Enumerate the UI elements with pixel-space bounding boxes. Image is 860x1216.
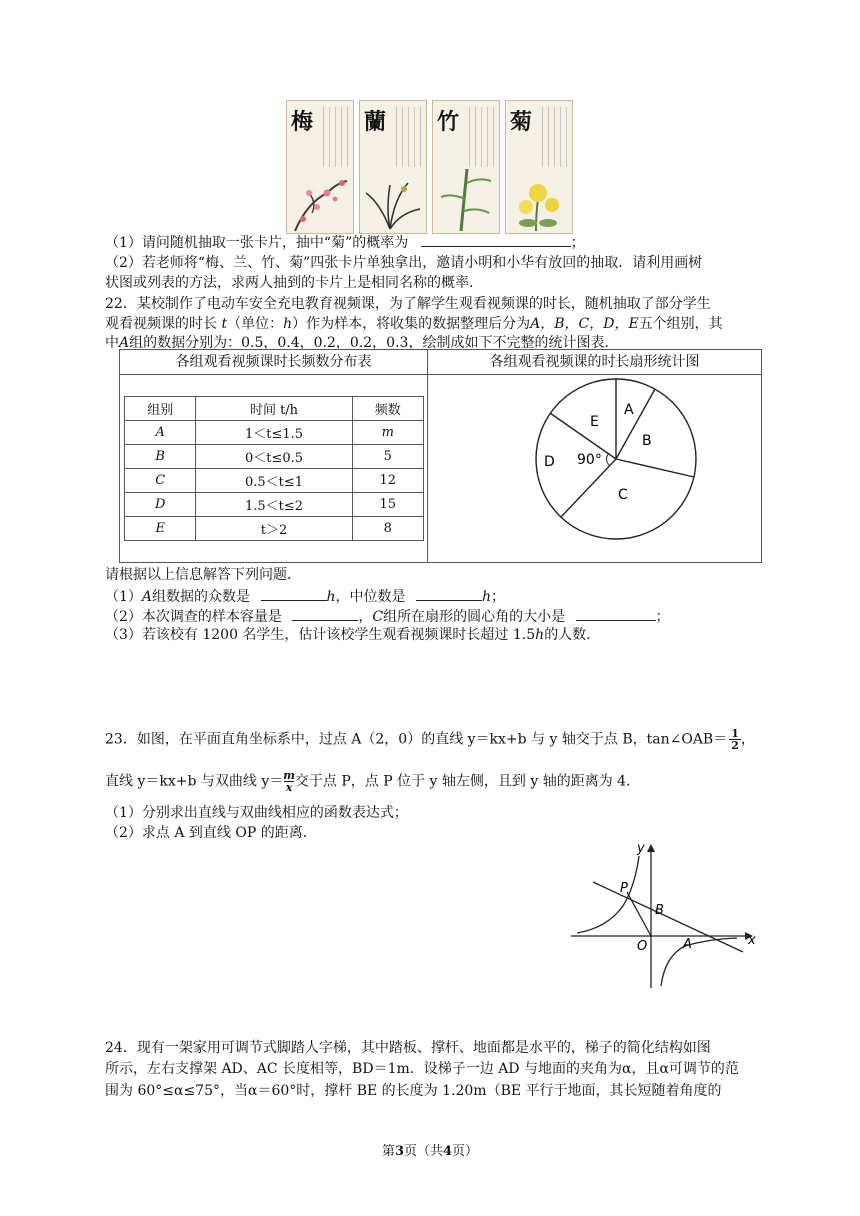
- answer-blank[interactable]: [416, 586, 482, 601]
- q23-line2: [105, 770, 640, 793]
- cell-frequency: 5: [352, 445, 423, 469]
- q23-line2-a: 直线 y＝kx+b 与双曲线 y＝: [105, 773, 284, 790]
- q21-part1: [105, 232, 585, 252]
- q22-sub2: [105, 606, 670, 626]
- q22-instruction: 请根据以上信息解答下列问题．: [105, 567, 301, 583]
- cell-group: C: [125, 469, 196, 493]
- pie-label-b: B: [642, 433, 652, 449]
- header-time: 时间 t/h: [196, 397, 352, 421]
- cell-frequency: 12: [352, 469, 423, 493]
- answer-blank[interactable]: [261, 586, 327, 601]
- q22-line1: 22．某校制作了电动车安全充电教育视频课，为了解学生观看视频课的时长，随机抽取了部分学生: [105, 296, 711, 312]
- footer-total-pages: 4: [443, 1144, 453, 1159]
- q22-sub1-unit2: h: [481, 589, 492, 605]
- cell-group: D: [125, 493, 196, 517]
- card-char: 竹: [437, 109, 460, 135]
- answer-blank[interactable]: [576, 606, 656, 621]
- q22-sub1-a: （1）: [105, 589, 142, 605]
- q22-sub2-var: C: [372, 609, 384, 625]
- table-header-row: [125, 397, 424, 421]
- card-char: 蘭: [364, 109, 387, 135]
- plum-blossom-illustration: [287, 163, 353, 233]
- point-a-label: A: [683, 937, 692, 952]
- q21-part1-text: （1）请问随机抽取一张卡片，抽中“菊”的概率为: [105, 235, 409, 251]
- table-row: [125, 469, 424, 493]
- q24-line2: 所示，左右支撑架 AD、AC 长度相等，BD＝1m．设梯子一边 AD 与地面的夹角为α，且α可调节的范: [105, 1061, 739, 1077]
- cell-time: 1＜t≤1.5: [196, 421, 352, 445]
- q21-part1-end: ；: [570, 235, 585, 251]
- x-axis-label: x: [748, 933, 756, 948]
- q22-sub3: [105, 626, 600, 644]
- q22-sub1: [105, 586, 505, 606]
- q22-line2-d: 五个组别，其: [638, 316, 723, 332]
- cell-time: 0.5＜t≤1: [196, 469, 352, 493]
- card-bamboo: [432, 100, 500, 234]
- q23-line1-end: ，: [740, 731, 755, 748]
- pie-label-d: D: [544, 454, 555, 470]
- cell-time: 0＜t≤0.5: [196, 445, 352, 469]
- q22-sub2-c: 组所在扇形的圆心角的大小是: [383, 609, 566, 625]
- cell-group: A: [125, 421, 196, 445]
- orchid-illustration: [360, 163, 426, 233]
- flower-cards-image: [286, 100, 573, 234]
- card-chrysanthemum: [505, 100, 573, 234]
- cell-group: E: [125, 517, 196, 541]
- pie-divider: [616, 459, 694, 477]
- angle-arc: [607, 453, 610, 465]
- header-group: 组别: [125, 397, 196, 421]
- fraction-denominator: 2: [731, 739, 739, 752]
- cell-time: t＞2: [196, 517, 352, 541]
- frequency-table-panel: [120, 350, 428, 562]
- pie-label-c: C: [618, 487, 628, 503]
- hyperbola-branch-lower: [661, 938, 737, 986]
- q22-line2-b: （单位：: [227, 316, 284, 332]
- card-orchid: [359, 100, 427, 234]
- q22-sub1-b: 组数据的众数是: [152, 589, 251, 605]
- table-row: [125, 493, 424, 517]
- pie-chart-panel: [428, 350, 761, 562]
- pie-chart: [428, 374, 761, 562]
- cell-frequency: m: [352, 421, 423, 445]
- card-poem-text: [542, 107, 568, 167]
- q22-line2-c: ）作为样本，将收集的数据整理后分为: [292, 316, 531, 332]
- q22-line2: [105, 315, 723, 333]
- coordinate-graph: [567, 838, 763, 990]
- segment-op: [627, 892, 651, 936]
- chrysanthemum-illustration: [506, 163, 572, 233]
- footer-prefix: 第: [381, 1144, 395, 1159]
- frequency-table-title: 各组观看视频课时长频数分布表: [120, 350, 427, 375]
- footer-middle: 页（共: [403, 1144, 443, 1159]
- card-poem-text: [396, 107, 422, 167]
- bamboo-illustration: [433, 163, 499, 233]
- card-poem-text: [323, 107, 349, 167]
- q22-line3-a: 中: [105, 335, 119, 351]
- hyperbola-branch-upper: [577, 856, 639, 933]
- q22-sub3-b: 的人数．: [544, 627, 601, 643]
- pie-label-a: A: [624, 402, 634, 418]
- card-poem-text: [469, 107, 495, 167]
- fraction-numerator: 1: [731, 727, 739, 740]
- q24-line1: 24．现有一架家用可调节式脚踏人字梯，其中踏板、撑杆、地面都是水平的，梯子的简化结构如图: [105, 1040, 711, 1056]
- answer-blank[interactable]: [292, 606, 358, 621]
- fraction-numerator: m: [283, 769, 295, 782]
- point-b-label: B: [655, 903, 664, 918]
- card-char: 梅: [291, 109, 314, 135]
- q22-sub1-var: A: [141, 589, 153, 605]
- origin-label: O: [637, 939, 648, 954]
- q22-sub1-d: ；: [491, 589, 506, 605]
- table-row: [125, 445, 424, 469]
- q21-part2-line1: （2）若老师将“梅、兰、竹、菊”四张卡片单独拿出，邀请小明和小华有放回的抽取．请利用画树: [105, 255, 703, 271]
- q22-sub1-unit1: h: [326, 589, 336, 605]
- footer-page-number: 3: [394, 1144, 404, 1159]
- q23-line2-b: 交于点 P，点 P 位于 y 轴左侧，且到 y 轴的距离为 4．: [294, 773, 641, 790]
- header-frequency: 频数: [352, 397, 423, 421]
- q22-sub1-c: ，中位数是: [335, 589, 406, 605]
- q22-var-t: t: [221, 316, 228, 332]
- card-char: 菊: [510, 109, 533, 135]
- cell-frequency: 8: [352, 517, 423, 541]
- q23-sub2: （2）求点 A 到直线 OP 的距离．: [105, 825, 317, 841]
- q22-sub3-a: （3）若该校有 1200 名学生，估计该校学生观看视频课时长超过 1.5: [105, 627, 536, 643]
- q23-sub1: （1）分别求出直线与双曲线相应的函数表达式；: [105, 805, 408, 821]
- q24-line3: 围为 60°≤α≤75°，当α＝60°时，撑杆 BE 的长度为 1.20m（BE 平行于地面，其长短随着角度的: [105, 1083, 722, 1099]
- card-plum: [286, 100, 354, 234]
- q22-sub3-unit: h: [535, 627, 545, 643]
- statistics-figure: [119, 349, 762, 563]
- table-row: [125, 421, 424, 445]
- fraction-m-over-x: [283, 770, 295, 793]
- q22-sub2-d: ；: [655, 609, 670, 625]
- page-footer: [0, 1140, 860, 1159]
- q23-line1-text: 23．如图，在平面直角坐标系中，过点 A（2，0）的直线 y＝kx+b 与 y 轴交于点 B，tan∠OAB＝: [105, 731, 728, 748]
- table-row: [125, 517, 424, 541]
- cell-group: B: [125, 445, 196, 469]
- q22-unit-h: h: [283, 316, 293, 332]
- q22-line2-a: 观看视频课的时长: [105, 316, 217, 332]
- q22-var-a: A: [119, 335, 130, 351]
- cell-time: 1.5＜t≤2: [196, 493, 352, 517]
- q22-groups: A，B，C，D，E: [530, 316, 639, 332]
- frequency-table: [124, 396, 424, 541]
- q22-sub2-b: ，: [358, 609, 373, 625]
- point-p-label: P: [620, 881, 628, 896]
- cell-frequency: 15: [352, 493, 423, 517]
- y-axis-arrow: [647, 844, 655, 852]
- pie-label-e: E: [590, 414, 599, 430]
- pie-chart-title: 各组观看视频课的时长扇形统计图: [428, 350, 761, 375]
- q21-part2-line2: 状图或列表的方法，求两人抽到的卡片上是相同名称的概率．: [105, 275, 483, 291]
- q22-sub2-a: （2）本次调查的样本容量是: [105, 609, 282, 625]
- line-y-kx-b: [593, 882, 743, 952]
- fraction-denominator: x: [285, 781, 293, 794]
- footer-suffix: 页）: [452, 1144, 479, 1159]
- q23-line1: [105, 728, 755, 751]
- q22-line3-b: 组的数据分别为：0.5，0.4，0.2，0.2，0.3，绘制成如下不完整的统计图表．: [129, 335, 619, 351]
- pie-angle-label: 90°: [577, 452, 602, 468]
- answer-blank[interactable]: [421, 232, 571, 247]
- fraction-one-half: [729, 728, 741, 751]
- y-axis-label: y: [637, 841, 645, 856]
